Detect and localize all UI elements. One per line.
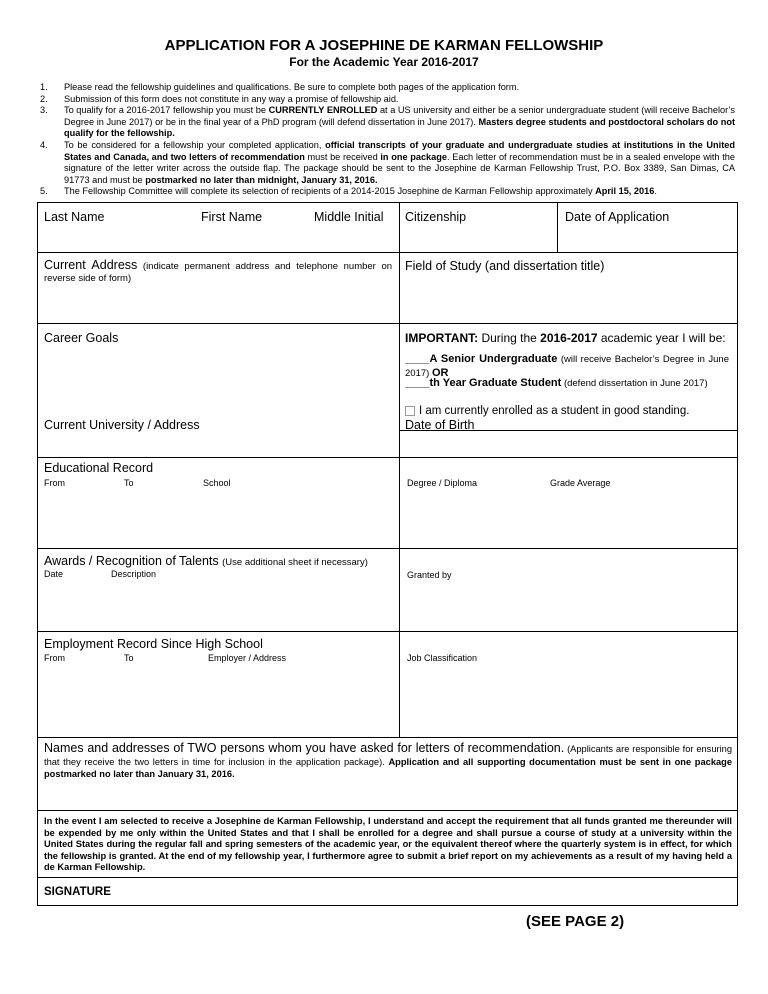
edu-grade-label: Grade Average	[550, 478, 611, 488]
current-address-label: Current Address (indicate permanent address and telephone number on reverse side of form)	[44, 258, 393, 284]
edu-degree-label: Degree / Diploma	[407, 478, 478, 488]
awards-granted-by-label: Granted by	[407, 570, 452, 580]
option-graduate-student[interactable]: ____th Year Graduate Student (defend dissertation in June 2017)	[405, 377, 708, 389]
instruction-item: 2. Submission of this form does not constitute in any way a promise of fellowship aid.	[40, 93, 399, 104]
date-of-application-label: Date of Application	[565, 210, 670, 224]
awards-description-label: Description	[111, 569, 157, 579]
awards-label: Awards / Recognition of Talents (Use additional sheet if necessary)	[44, 554, 368, 568]
awards-date-label: Date	[44, 569, 64, 579]
see-page-2-note: (SEE PAGE 2)	[526, 913, 625, 930]
emp-to-label: To	[124, 653, 134, 663]
emp-job-label: Job Classification	[407, 653, 478, 663]
edu-to-label: To	[124, 478, 134, 488]
career-goals-label: Career Goals	[44, 331, 119, 345]
employment-record-label: Employment Record Since High School	[44, 637, 263, 651]
page-title: APPLICATION FOR A JOSEPHINE DE KARMAN FELLOWSHIP	[164, 37, 604, 54]
emp-from-label: From	[44, 653, 65, 663]
date-of-birth-label: Date of Birth	[405, 418, 475, 432]
instructions-list	[40, 82, 735, 198]
middle-initial-label: Middle Initial	[314, 210, 384, 224]
emp-employer-label: Employer / Address	[208, 653, 287, 663]
important-note: IMPORTANT: During the 2016-2017 academic year I will be:	[405, 331, 726, 345]
signature-label: SIGNATURE	[44, 886, 111, 898]
edu-school-label: School	[203, 478, 231, 488]
agreement-statement: In the event I am selected to receive a Josephine de Karman Fellowship, I understand and accept the requirement that all funds granted me thereunder will be expended by me only within the United States and that I shall be enrolled for a degree and shall pursue a course of study at a university within the United States during the regular fall and spring semesters of the academic year, or the equivalent thereof where the quarterly system is in effect, for which the fellowship is granted. At the end of my fellowship year, I furthermore agree to submit a brief report on my achievements as a result of my having held a de Karman Fellowship.	[44, 816, 732, 873]
checkbox-icon[interactable]	[405, 406, 415, 416]
instruction-item: 5. The Fellowship Committee will complete its selection of recipients of a 2014-2015 Josephine de Karman Fellowship approximately April 15, 2016.	[40, 186, 657, 197]
option-senior-undergraduate[interactable]: ____A Senior Undergraduate (will receive Bachelor’s Degree in June 2017) OR	[405, 353, 729, 379]
current-university-label: Current University / Address	[44, 418, 200, 432]
instruction-item: 4. To be considered for a fellowship your completed application, official transcripts of your graduate and undergraduate studies at institutions in the United States and Canada, and two letters of recommendation must be received in one package. Each letter of recommendation must be in a sealed envelope with the signature of the letter writer across the outside flap. The package should be sent to the Josephine de Karman Fellowship Trust, P.O. Box 3389, San Dimas, CA 91773 and must be postmarked no later than midnight, January 31, 2016.	[40, 139, 735, 185]
field-of-study-label: Field of Study (and dissertation title)	[405, 259, 605, 273]
page-subtitle: For the Academic Year 2016-2017	[289, 55, 479, 69]
application-form	[37, 202, 738, 906]
enrolled-checkbox[interactable]: I am currently enrolled as a student in good standing.	[405, 405, 689, 417]
instruction-item: 1. Please read the fellowship guidelines and qualifications. Be sure to complete both pages of the application form.	[40, 82, 520, 92]
instruction-item: 3. To qualify for a 2016-2017 fellowship you must be CURRENTLY ENROLLED at a US university and either be a senior undergraduate student (will receive Bachelor’s Degree in June 2017) or be in the final year of a PhD program (will defend dissertation in June 2017). Masters degree students and postdoctoral scholars do not qualify for the fellowship.	[40, 105, 735, 139]
last-name-label: Last Name	[44, 210, 105, 224]
citizenship-label: Citizenship	[405, 210, 467, 224]
edu-from-label: From	[44, 478, 65, 488]
educational-record-label: Educational Record	[44, 461, 154, 475]
recommendations-label: Names and addresses of TWO persons whom you have asked for letters of recommendation. (Applicants are responsible for ensuring that they receive the two letters in time for inclusion in the application package). Application and all supporting documentation must be sent in one package postmarked no later than January 31, 2016.	[44, 741, 733, 779]
first-name-label: First Name	[201, 210, 263, 224]
